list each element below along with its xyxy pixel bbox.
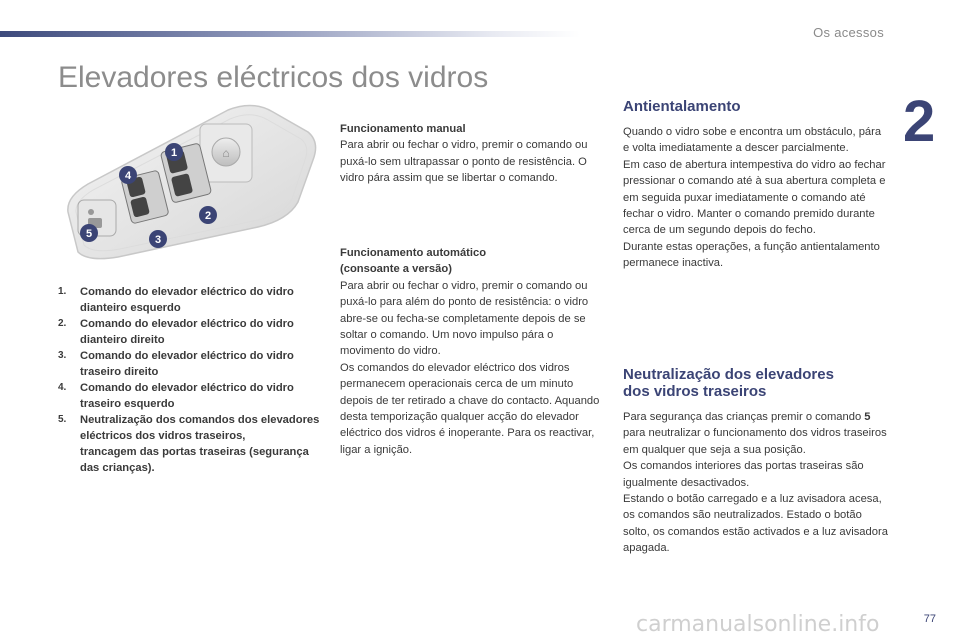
legend-item: 5. Neutralização dos comandos dos elevadores eléctricos dos vidros traseiros, trancagem das portas traseiras (segurança das crianças).: [58, 414, 320, 474]
svg-text:2: 2: [204, 210, 212, 222]
neutralisation-heading: Neutralização dos elevadores dos vidros traseiros: [623, 366, 834, 400]
manual-heading: Funcionamento manual: [340, 123, 466, 135]
anti-pinch-p1: Quando o vidro sobe e encontra um obstáculo, pára e volta imediatamente a descer parcialmente.: [623, 126, 882, 155]
auto-body-2: Os comandos do elevador eléctrico dos vidros permanecem operacionais cerca de um minuto depois de ter retirado a chave do contacto. Aquando desta temporização qualquer acção do elevador eléctrico dos vidros é inoperante. Para os reactivar, ligar a ignição.: [340, 361, 600, 456]
anti-pinch-p3: Durante estas operações, a função antientalamento permanece inactiva.: [623, 240, 880, 270]
neutralisation-p3: Estando o botão carregado e a luz avisadora acesa, os comandos são neutralizados. Estado o botão solto, os comandos estão activados e a luz avisadora apagada.: [623, 493, 888, 555]
legend-item: 3. Comando do elevador eléctrico do vidro traseiro direito: [58, 350, 294, 378]
legend-list: [58, 284, 328, 476]
anti-pinch-p2: Em caso de abertura intempestiva do vidro ao fechar pressionar o comando até à sua abertura completa e em seguida puxar imediatamente o comando até fechar o vidro. Manter o comando premido durante cerca de um segundo depois do fecho.: [623, 158, 886, 237]
manual-body: Para abrir ou fechar o vidro, premir o comando ou puxá-lo sem ultrapassar o ponto de resistência. O vidro pára assim que se libertar o comando.: [340, 139, 588, 185]
callout-4: [119, 166, 137, 184]
legend-item: 4. Comando do elevador eléctrico do vidro traseiro esquerdo: [58, 382, 294, 410]
svg-text:3: 3: [154, 234, 162, 246]
svg-text:1: 1: [170, 147, 178, 159]
anti-pinch-heading: Antientalamento: [623, 98, 741, 115]
auto-heading: Funcionamento automático: [340, 247, 487, 259]
auto-body-1: Para abrir ou fechar o vidro, premir o comando ou puxá-lo para além do ponto de resistência: o vidro abre-se ou fecha-se completamente depois de se soltar o comando. Um novo impulso pára o movimento do vidro.: [340, 279, 589, 358]
callout-5: [80, 224, 98, 242]
header-accent-bar: [0, 31, 580, 37]
section-title: Os acessos: [813, 25, 884, 40]
chapter-number: 2: [903, 89, 936, 154]
watermark: carmanualsonline.info: [636, 612, 880, 637]
neutralisation-p2: Os comandos interiores das portas traseiras são igualmente desactivados.: [623, 460, 864, 489]
auto-subheading: (consoante a versão): [340, 263, 452, 276]
auto-operation-section: [340, 245, 602, 458]
svg-text:⌂: ⌂: [222, 146, 230, 160]
legend-item: 1. Comando do elevador eléctrico do vidro dianteiro esquerdo: [58, 286, 294, 314]
anti-pinch-section: [623, 98, 889, 272]
callout-1: [165, 143, 183, 161]
neutralisation-section: [623, 366, 889, 557]
callout-2: [199, 206, 217, 224]
svg-text:4: 4: [124, 170, 132, 182]
window-switch-panel-illustration: [58, 102, 326, 262]
neutralisation-p1: Para segurança das crianças premir o comando 5 para neutralizar o funcionamento dos vidros traseiros em qualquer que seja a sua posição.: [623, 411, 887, 456]
page-title: Elevadores eléctricos dos vidros: [58, 61, 489, 94]
page-number: 77: [923, 613, 936, 625]
manual-operation-section: [340, 121, 602, 187]
callout-3: [149, 230, 167, 248]
legend-item: 2. Comando do elevador eléctrico do vidro dianteiro direito: [58, 318, 294, 346]
mirror-control: [200, 124, 252, 182]
svg-text:5: 5: [85, 228, 93, 240]
